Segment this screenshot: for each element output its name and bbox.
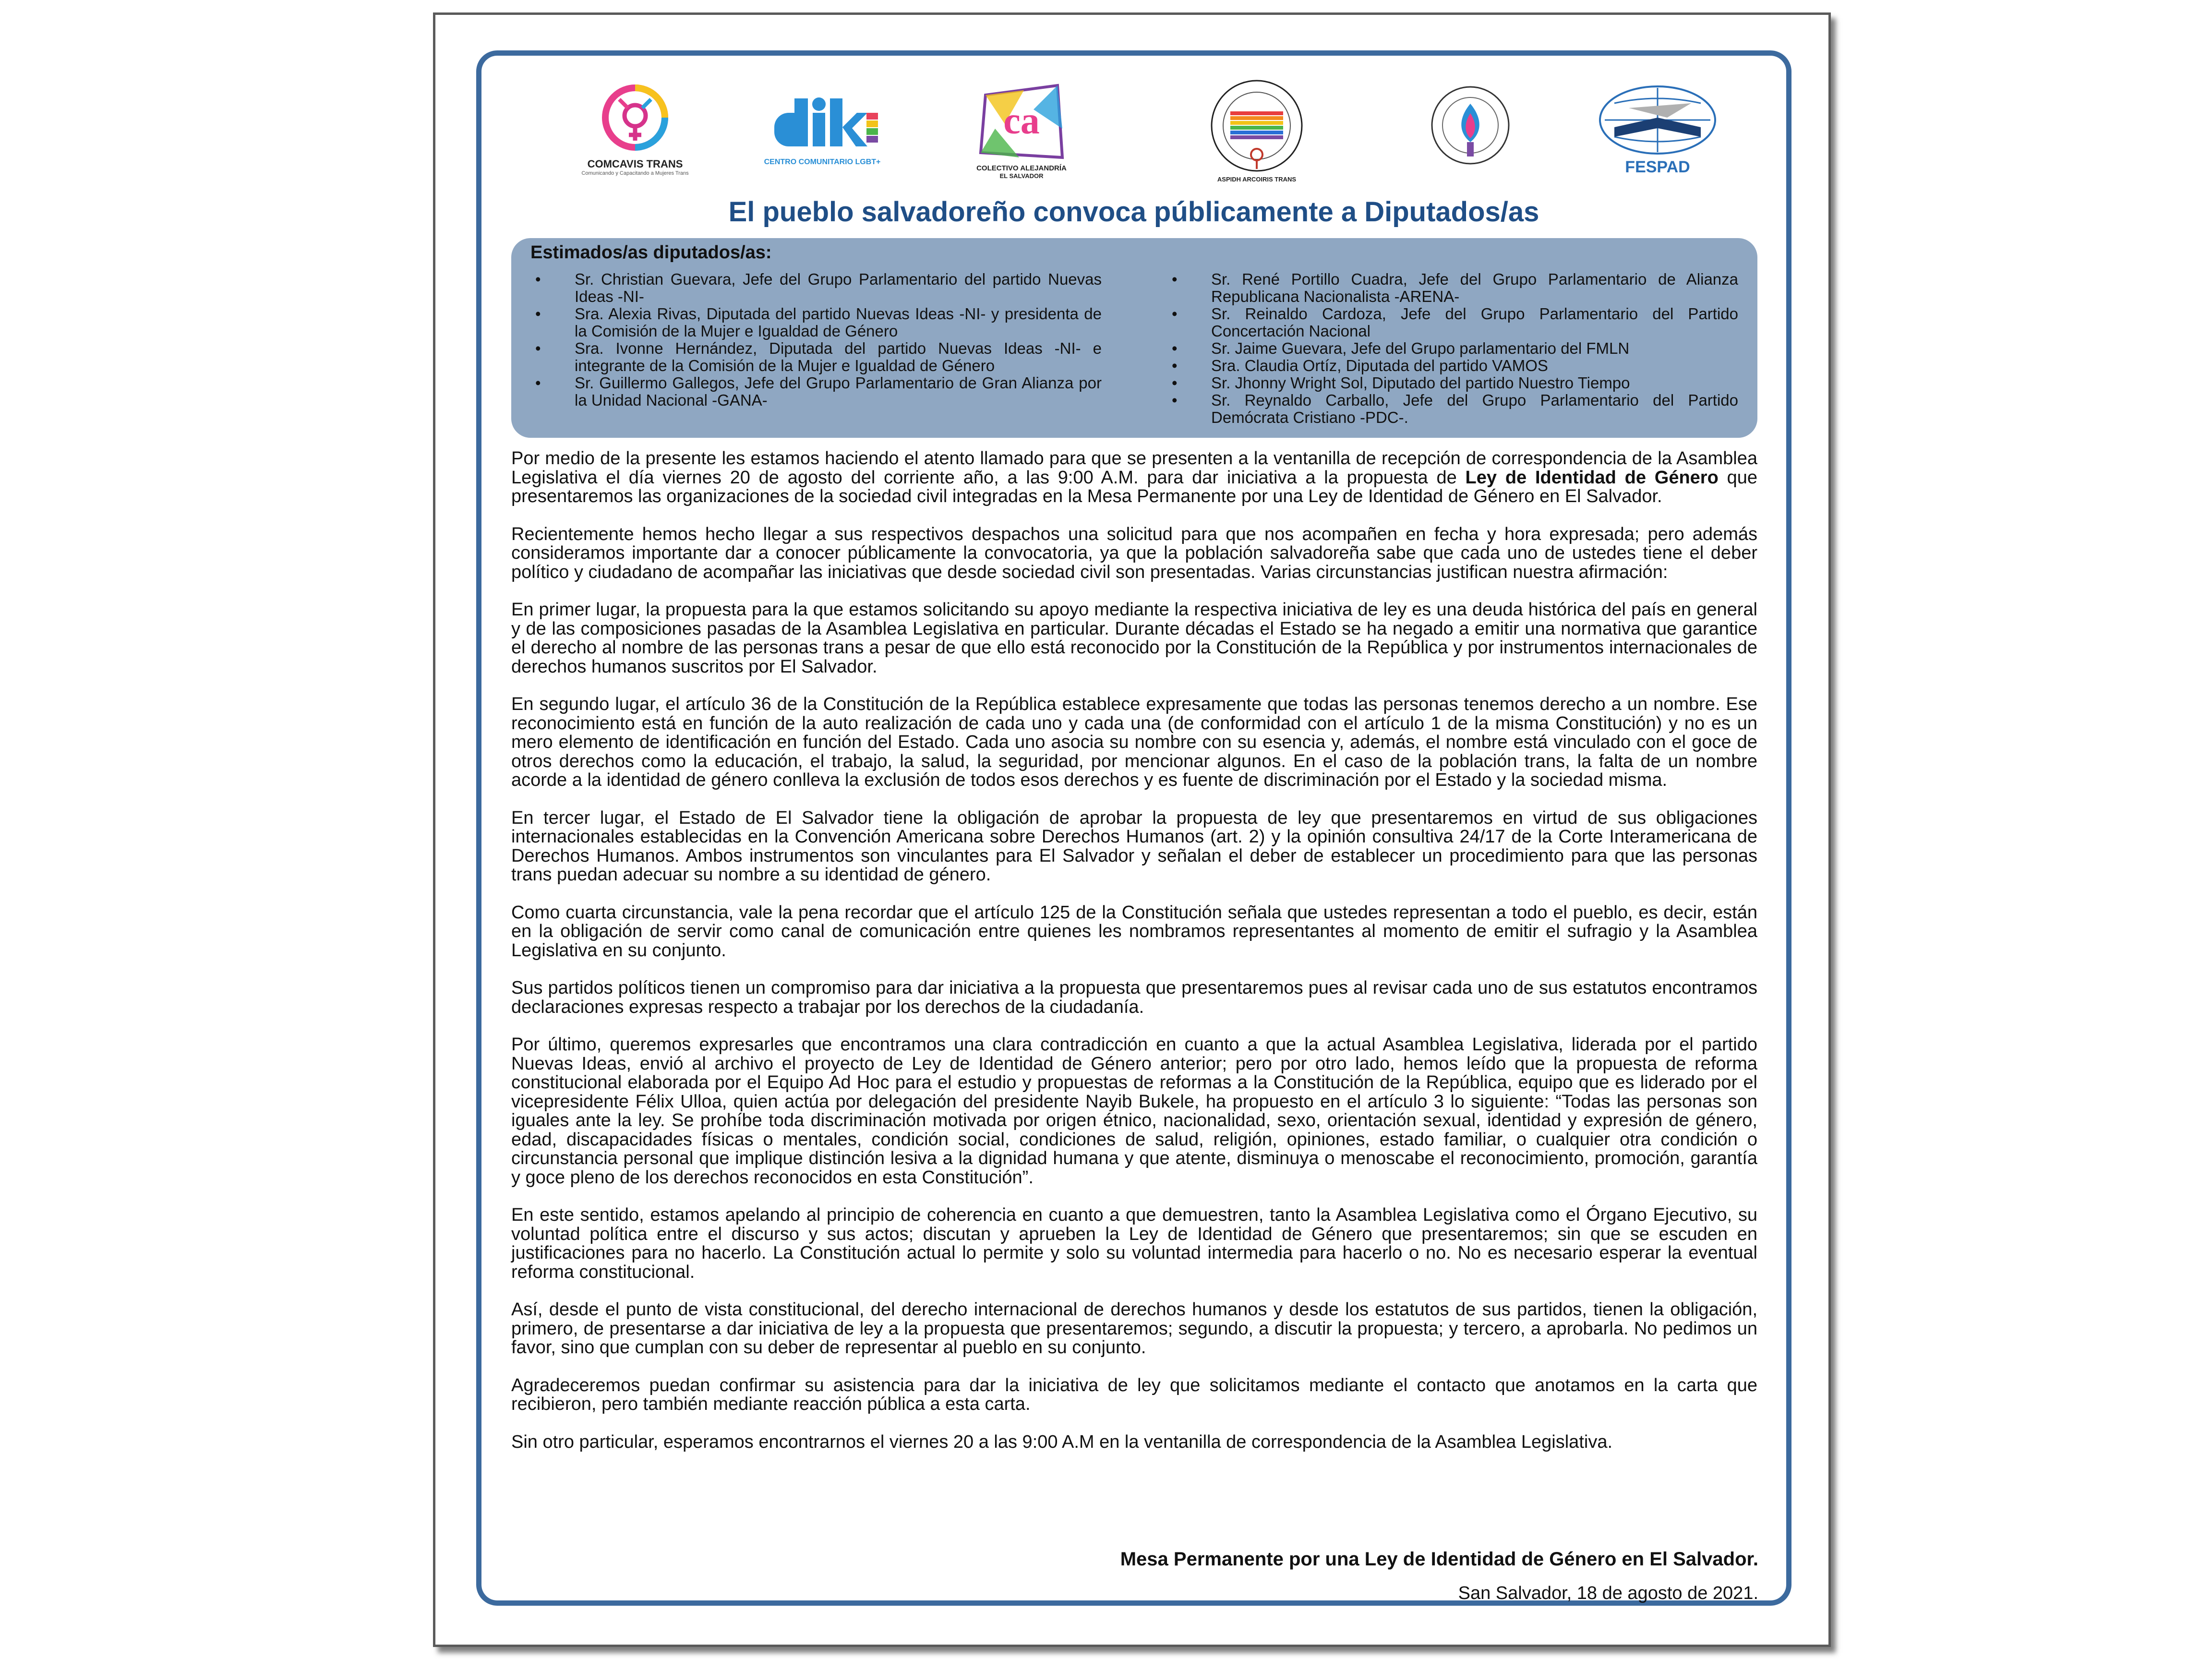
body-paragraph: Como cuarta circunstancia, vale la pena recordar que el artículo 125 de la Constitución señala que ustedes representan a todo el pueblo, es decir, están en la obligación de servir como canal de comunicación entre quienes les nombramos representantes al momento de emitir el sufragio y la Asamblea Legislativa en su conjunto. — [511, 902, 1757, 961]
page-title: El pueblo salvadoreño convoca públicamente a Diputados/as — [728, 196, 1539, 228]
body-paragraph: Así, desde el punto de vista constitucional, del derecho internacional de derechos humanos y desde los estatutos de sus partidos, tienen la obligación, primero, de presentarse a dar iniciativa de ley a la propuesta que presentaremos; segundo, a discutir la propuesta; y tercero, a aprobarla. No pedimos un favor, sino que cumplan con su deber de representar al pueblo en su conjunto. — [511, 1299, 1757, 1358]
logo-row — [481, 75, 1786, 185]
letter-frame — [476, 50, 1791, 1606]
dike-logo: CENTRO COMUNITARIO LGBT+ — [760, 75, 885, 185]
body-paragraph: Sus partidos políticos tienen un compromiso para dar iniciativa a la propuesta que presentaremos pues al revisar cada uno de sus estatutos encontramos declaraciones expresas respecto a trabajar por los derechos de la ciudadanía. — [511, 978, 1757, 1017]
body-paragraph: Agradeceremos puedan confirmar su asistencia para dar la iniciativa de ley que solicitamos mediante el contacto que anotamos en la carta que recibieron, pero también mediante reacción pública a esta carta. — [511, 1375, 1757, 1414]
comcavis-trans-logo: COMCAVIS TRANS Comunicando y Capacitando a Mujeres Trans — [587, 75, 683, 185]
body-paragraph: Por medio de la presente les estamos haciendo el atento llamado para que se presenten a la ventanilla de recepción de correspondencia de la Asamblea Legislativa el día viernes 20 de agosto del corriente año, a las 9:00 A.M. para dar iniciativa a la propuesta de Ley de Identidad de Género que presentaremos las organizaciones de la sociedad civil integradas en la Mesa Permanente por una Ley de Identidad de Género en El Salvador. — [511, 448, 1757, 506]
svg-text:ca: ca — [1003, 100, 1040, 142]
flame-seal-icon — [1430, 84, 1511, 176]
recipient-item: • Sr. Reynaldo Carballo, Jefe del Grupo Parlamentario del Partido Demócrata Cristiano -PDC-. — [1167, 392, 1738, 426]
aspidh-seal-icon — [1209, 78, 1305, 174]
recipient-item: • Sr. Christian Guevara, Jefe del Grupo Parlamentario del partido Nuevas Ideas -NI- — [530, 271, 1102, 305]
ca-monogram-icon — [976, 81, 1067, 162]
transgender-symbol-icon — [594, 84, 676, 156]
recipient-item: • Sr. Jaime Guevara, Jefe del Grupo parlamentario del FMLN — [1167, 340, 1738, 357]
date-line: San Salvador, 18 de agosto de 2021. — [1458, 1583, 1758, 1603]
law-name: Ley de Identidad de Género — [1465, 467, 1719, 488]
recipients-box — [511, 238, 1757, 438]
dike-wordmark-icon — [765, 94, 880, 156]
recipients-left-column — [530, 271, 1102, 426]
recipient-item: • Sr. Reinaldo Cardoza, Jefe del Grupo Parlamentario del Partido Concertación Nacional — [1167, 305, 1738, 340]
body-paragraph: Sin otro particular, esperamos encontrarnos el viernes 20 a las 9:00 A.M en la ventanilla de correspondencia de la Asamblea Legislativa. — [511, 1431, 1613, 1452]
recipient-item: • Sra. Alexia Rivas, Diputada del partido Nuevas Ideas -NI- y presidenta de la Comisión de la Mujer e Igualdad de Género — [530, 305, 1102, 340]
aspidh-logo: ASPIDH ARCOIRIS TRANS — [1202, 75, 1312, 185]
organization-seal-logo — [1422, 75, 1518, 185]
letter-body — [511, 449, 1757, 1470]
document-page — [433, 12, 1831, 1647]
body-paragraph: En este sentido, estamos apelando al principio de coherencia en cuanto a que demuestren, tanto la Asamblea Legislativa como el Órgano Ejecutivo, su voluntad política entre el discurso y sus actos; discutan y aprueben la Ley de Identidad de Género que presentaremos; sin que se escuden en justificaciones para no hacerlo. La Constitución actual lo permite y solo su voluntad intermedia para hacerlo o no. No es necesario esperar la eventual reforma constitucional. — [511, 1205, 1757, 1282]
recipient-item: • Sr. Guillermo Gallegos, Jefe del Grupo Parlamentario de Gran Alianza por la Unidad Nacional -GANA- — [530, 374, 1102, 409]
recipients-right-column — [1167, 271, 1738, 426]
recipients-heading: Estimados/as diputados/as: — [530, 242, 772, 263]
recipient-item: • Sra. Claudia Ortíz, Diputada del partido VAMOS — [1167, 357, 1738, 374]
body-paragraph: Recientemente hemos hecho llegar a sus respectivos despachos una solicitud para que nos acompañen en fecha y hora expresada; pero además consideramos importante dar a conocer públicamente la convocatoria, ya que la población salvadoreña sabe que cada uno de ustedes tiene el deber político y ciudadano de acompañar las iniciativas que desde sociedad civil son presentadas. Varias circunstancias justifican nuestra afirmación: — [511, 524, 1757, 582]
recipient-item: • Sra. Ivonne Hernández, Diputada del partido Nuevas Ideas -NI- e integrante de la Comisión de la Mujer e Igualdad de Género — [530, 340, 1102, 374]
fespad-logo: FESPAD — [1586, 75, 1730, 185]
body-paragraph: En tercer lugar, el Estado de El Salvador tiene la obligación de aprobar la propuesta de ley que presentaremos en virtud de sus obligaciones internacionales establecidas en la Convención Americana sobre Derechos Humanos (art. 2) y la opinión consultiva 24/17 de la Corte Interamericana de Derechos Humanos. Ambos instrumentos son vinculantes para El Salvador y señalan el deber de establecer un procedimiento para que las personas trans puedan adecuar su nombre a su identidad de género. — [511, 807, 1757, 885]
body-paragraph: Por último, queremos expresarles que encontramos una clara contradicción en cuanto a que la actual Asamblea Legislativa, liderada por el partido Nuevas Ideas, envió al archivo el proyecto de Ley de Identidad de Género anterior; pero por otro lado, hemos leído que la propuesta de reforma constitucional elaborada por el Equipo Ad Hoc para el estudio y propuestas de reformas a la Constitución de la República, equipo que es liderado por el vicepresidente Félix Ulloa, quien actúa por delegación del presidente Nayib Bukele, ha propuesto en el artículo 3 lo siguiente: “Todas las personas son iguales ante la ley. Se prohíbe toda discriminación motivada por origen étnico, nacionalidad, sexo, orientación sexual, identidad y expresión de género, edad, discapacidades físicas o mentales, condición social, condiciones de salud, religión, opiniones, estado familiar, o cualquier otra condición o circunstancia personal que implique distinción lesiva a la dignidad humana y que atente, disminuya o menoscabe el reconocimiento, promoción, garantía y goce pleno de los derechos reconocidos en esta Constitución”. — [511, 1034, 1757, 1188]
body-paragraph: En primer lugar, la propuesta para la que estamos solicitando su apoyo mediante la respectiva iniciativa de ley es una deuda histórica del país en general y de las composiciones pasadas de la Asamblea Legislativa en particular. Durante décadas el Estado se ha negado a emitir una normativa que garantice el derecho al nombre de las personas trans a pesar de que ello está reconocido por la Constitución de la República y por instrumentos internacionales de derechos humanos suscritos por El Salvador. — [511, 600, 1757, 677]
recipient-item: • Sr. René Portillo Cuadra, Jefe del Grupo Parlamentario de Alianza Republicana Nacionalista -ARENA- — [1167, 271, 1738, 305]
globe-book-icon — [1595, 84, 1720, 156]
recipient-item: • Sr. Jhonny Wright Sol, Diputado del partido Nuestro Tiempo — [1167, 374, 1738, 392]
signature: Mesa Permanente por una Ley de Identidad de Género en El Salvador. — [1120, 1549, 1758, 1570]
colectivo-alejandria-logo: ca COLECTIVO ALEJANDRÍA EL SALVADOR — [962, 75, 1082, 185]
body-paragraph: En segundo lugar, el artículo 36 de la Constitución de la República establece expresamente que todas las personas tenemos derecho a un nombre. Ese reconocimiento está en función de la auto realización de cada uno y cada una (de conformidad con el artículo 1 de la misma Constitución) y no es un mero elemento de identificación en función del Estado. Cada uno asocia su nombre con su esencia y, además, el nombre está vinculado con el goce de otros derechos como la educación, el trabajo, la salud, la seguridad, por mencionar algunos. En el caso de la población trans, la falta de un nombre acorde a la identidad de género conlleva la exclusión de todos esos derechos y es fuente de discriminación por el Estado y la sociedad misma. — [511, 694, 1757, 790]
